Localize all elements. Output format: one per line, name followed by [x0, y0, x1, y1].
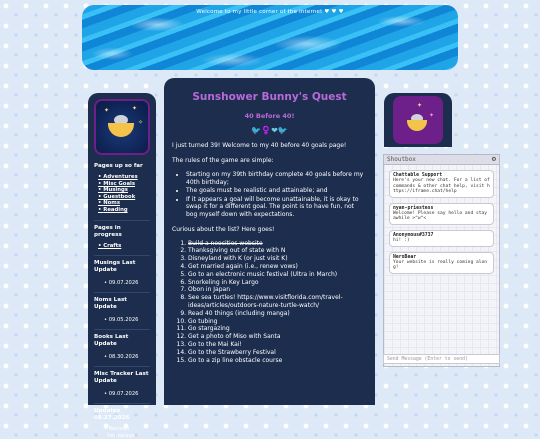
moon-bunny-logo	[94, 99, 150, 155]
rule-item: • If it appears a goal will become unattainable, it is okay to swap it for a different goal. The point is to have fun, not bog myself down with expectations.	[186, 196, 367, 219]
chat-text: Here's your new chat. For a list of commands & other chat help, visit https://iframe.chat/help	[393, 178, 490, 195]
star-icon: ✦	[132, 105, 138, 112]
divider	[94, 366, 150, 367]
lovebirds-icon: 🐦‍♀❤🐦	[251, 126, 288, 135]
chat-message	[389, 230, 494, 247]
goal-item: 8. See sea turtles! https://www.visitflorida.com/travel-ideas/articles/outdoors-nature-turtle-watch/	[188, 294, 367, 310]
rules-intro: The rules of the game are simple:	[172, 157, 274, 164]
chat-username[interactable]: nyan-priestess	[393, 205, 434, 211]
goal-item: 15. Go to a zip line obstacle course	[188, 357, 367, 365]
chat-username[interactable]: Chattable Support	[393, 173, 443, 178]
goal-item: 13. Go to the Mai Kai!	[188, 341, 367, 349]
nav-link-reading[interactable]: • Reading	[98, 207, 150, 214]
update-heading: Misc Tracker Last Update	[94, 371, 149, 385]
nav-link-musings[interactable]: • Musings	[98, 187, 150, 194]
goal-item: 14. Go to the Strawberry Festival	[188, 349, 367, 357]
goal-item: 3. Disneyland with K (or just visit K)	[188, 255, 367, 263]
page-subtitle: 40 Before 40!	[244, 112, 295, 120]
update-heading: Noms Last Update	[94, 297, 127, 311]
chat-title: Shoutbox	[387, 156, 416, 163]
chat-message	[389, 252, 494, 274]
goals-list	[188, 240, 367, 365]
chat-text: Welcome! Please say hello and stay awhile >^w^<	[393, 210, 488, 222]
chat-text: Your website is really coming along!	[393, 259, 488, 271]
update-date: • 08.30.2026	[104, 354, 139, 361]
goal-item: 11. Go stargazing	[188, 325, 367, 333]
goal-item: 1. Build a neocities website	[188, 240, 367, 248]
list-intro: Curious about the list? Here goes!	[172, 225, 275, 233]
left-sidebar	[88, 93, 156, 439]
update-note: • Revised homepage	[104, 426, 135, 439]
gear-icon[interactable]: ⚙	[491, 155, 496, 163]
update-heading: Updates 08.27.2026	[94, 408, 130, 422]
goal-item: 10. Go tubing	[188, 318, 367, 326]
banner-title: Welcome to my little corner of the internet ♥ ♥ ♥	[196, 9, 344, 15]
update-date: • 09.05.2026	[104, 317, 139, 324]
divider	[94, 255, 150, 256]
update-date: • 09.07.2026	[104, 280, 139, 287]
site-nav	[88, 163, 156, 439]
star-icon: ✦	[104, 107, 110, 114]
chat-message	[389, 170, 494, 198]
update-heading: Musings Last Update	[94, 260, 136, 274]
nav-link-guestbook[interactable]: • Guestbook	[98, 194, 150, 201]
update-heading: Books Last Update	[94, 334, 129, 348]
divider	[94, 403, 150, 404]
chat-header	[384, 155, 499, 165]
moon-icon	[407, 120, 427, 131]
update-date: • 09.07.2026	[104, 391, 139, 398]
divider	[94, 329, 150, 330]
goal-item: 12. Get a photo of Miso with Santa	[188, 333, 367, 341]
chat-text: hi! :)	[393, 237, 410, 243]
star-icon: ✦	[417, 102, 423, 109]
moon-bunny-logo	[393, 96, 443, 144]
page-title: Sunshower Bunny's Quest	[192, 91, 347, 103]
nav-link-noms[interactable]: • Noms	[98, 200, 150, 207]
nav-link-adventures[interactable]: • Adventures	[98, 174, 150, 181]
nav-link-crafts[interactable]: • Crafts	[98, 243, 150, 250]
header-banner	[82, 5, 458, 70]
nav-link-misc-goals[interactable]: • Misc Goals	[98, 181, 150, 188]
chat-message	[389, 203, 494, 225]
chat-username[interactable]: Anonymous#3737	[393, 232, 434, 238]
goal-item: 5. Go to an electronic music festival (Ultra in March)	[188, 271, 367, 279]
nav-heading: Pages up so far	[94, 163, 143, 169]
goal-item: 7. Obon in Japan	[188, 286, 367, 294]
nav-heading: Pages in progress	[94, 224, 122, 238]
goal-item: 2. Thanksgiving out of state with N	[188, 247, 367, 255]
right-sidebar	[384, 93, 452, 147]
goal-item: 9. Read 40 things (including manga)	[188, 310, 367, 318]
star-icon: ✧	[138, 119, 144, 126]
star-icon: ✦	[429, 112, 435, 119]
rule-item: • Starting on my 39th birthday complete 40 goals before my 40th birthday;	[186, 171, 367, 186]
divider	[94, 220, 150, 221]
main-content	[164, 78, 375, 405]
intro-text: I just turned 39! Welcome to my 40 before 40 goals page!	[172, 142, 347, 149]
divider	[94, 292, 150, 293]
chat-message-input[interactable]: Send Message (Enter to send)	[383, 354, 500, 364]
chat-username[interactable]: NeroBear	[393, 254, 417, 260]
rules-list	[186, 171, 367, 219]
goal-item: 4. Get married again (i.e., renew vows)	[188, 263, 367, 271]
chat-widget	[383, 154, 500, 367]
rule-item: • The goals must be realistic and attainable; and	[186, 187, 367, 195]
goal-item: 6. Snorkeling in Key Largo	[188, 279, 367, 287]
